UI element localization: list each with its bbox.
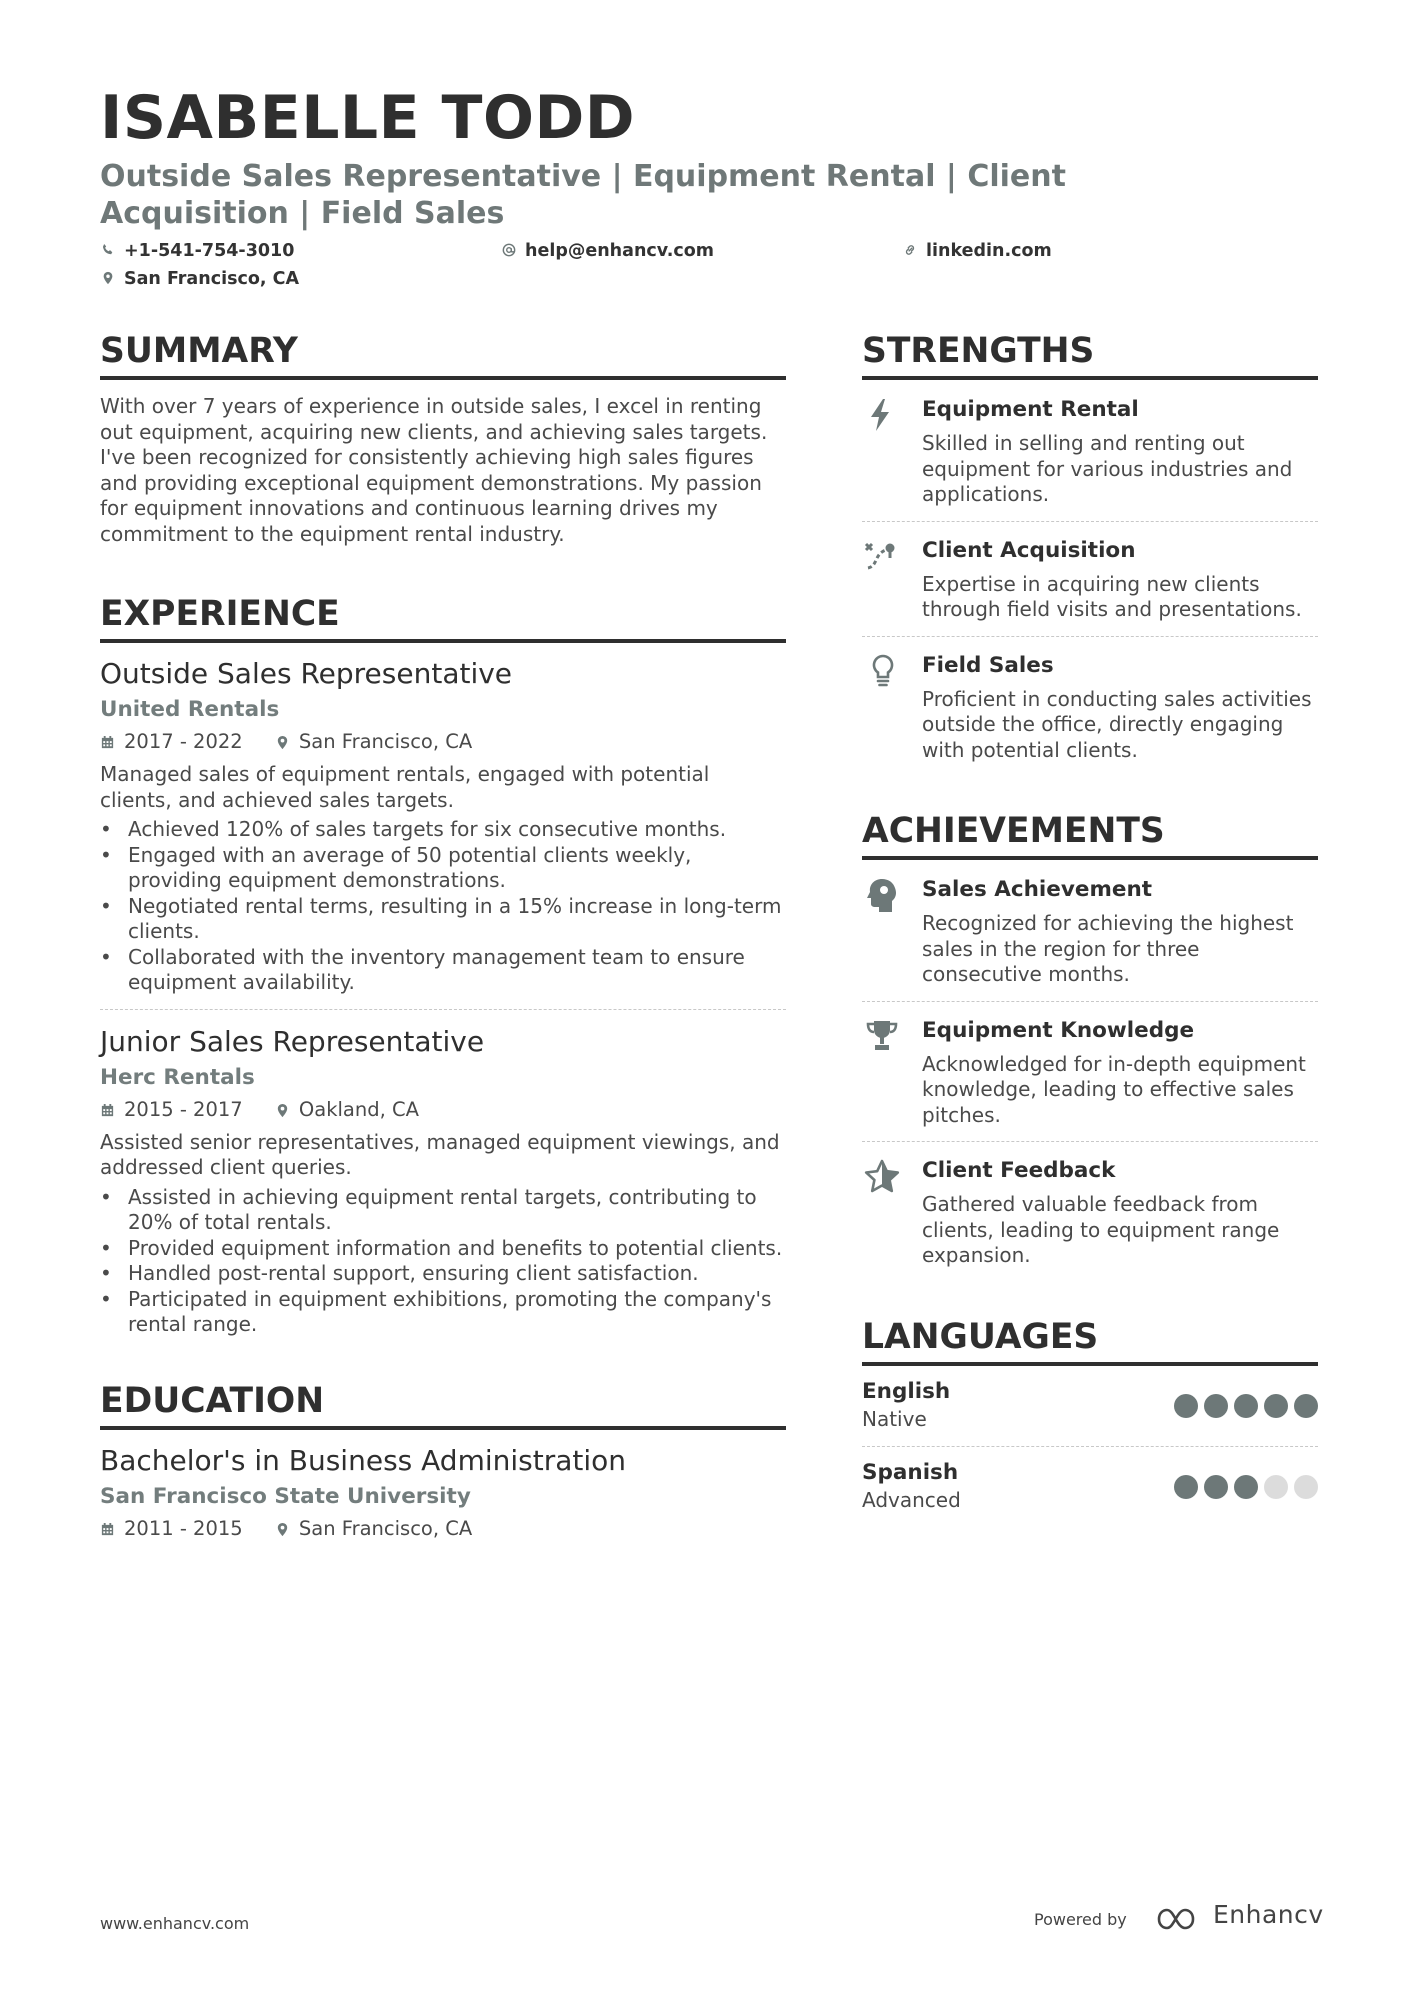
- strengths-section: [862, 330, 1318, 763]
- education-location: San Francisco, CA: [298, 1516, 473, 1540]
- bullet-item: • Handled post-rental support, ensuring client satisfaction.: [100, 1261, 786, 1287]
- strength-title: Client Acquisition: [922, 537, 1136, 563]
- divider: [862, 1446, 1318, 1447]
- job-location: Oakland, CA: [298, 1097, 419, 1121]
- achievements-section: [862, 810, 1318, 1269]
- lightbulb-icon: [862, 653, 902, 689]
- strength-title: Field Sales: [922, 652, 1054, 678]
- achievement-item: [862, 1016, 1318, 1129]
- strength-description: Skilled in selling and renting out equipment for various industries and applications.: [922, 431, 1293, 506]
- degree: Bachelor's in Business Administration: [100, 1443, 627, 1477]
- languages-title: LANGUAGES: [862, 1316, 1318, 1366]
- job-dates: 2015 - 2017: [124, 1097, 243, 1121]
- calendar-icon: [100, 1103, 115, 1118]
- bullet-item: • Collaborated with the inventory management team to ensure equipment availability.: [100, 945, 786, 996]
- lightning-icon: [862, 397, 902, 433]
- job-location: San Francisco, CA: [298, 730, 473, 753]
- education-section: [100, 1380, 786, 1544]
- experience-item: [100, 656, 786, 996]
- phone-icon: [101, 243, 115, 257]
- achievements-title: ACHIEVEMENTS: [862, 810, 1318, 860]
- linkedin-text: linkedin.com: [926, 241, 1052, 261]
- job-meta: [100, 1095, 786, 1125]
- experience-title: EXPERIENCE: [100, 593, 786, 643]
- languages-section: [862, 1316, 1318, 1519]
- location-pin-icon: [275, 735, 290, 750]
- left-column: [100, 330, 786, 1544]
- job-dates: 2017 - 2022: [124, 730, 243, 753]
- calendar-icon: [100, 735, 115, 750]
- achievement-description: Gathered valuable feedback from clients, leading to equipment range expansion.: [922, 1192, 1280, 1267]
- strength-item: [862, 395, 1318, 508]
- footer-url[interactable]: www.enhancv.com: [100, 1914, 250, 1933]
- bullet-item: • Achieved 120% of sales targets for six consecutive months.: [100, 817, 786, 843]
- brand-name: Enhancv: [1213, 1900, 1324, 1929]
- language-name: English: [862, 1378, 951, 1404]
- bullet-item: • Engaged with an average of 50 potential clients weekly, providing equipment demonstrations.: [100, 843, 786, 894]
- bullet-item: • Provided equipment information and benefits to potential clients.: [100, 1236, 786, 1262]
- contact-location: [101, 267, 299, 291]
- location-pin-icon: [275, 1103, 290, 1118]
- divider: [862, 636, 1318, 637]
- achievement-description: Acknowledged for in-depth equipment knowledge, leading to effective sales pitches.: [922, 1051, 1306, 1127]
- divider: [862, 1001, 1318, 1002]
- contact-linkedin[interactable]: [903, 239, 1052, 263]
- rating-dot-filled: [1204, 1475, 1228, 1499]
- divider: [862, 521, 1318, 522]
- language-level: Advanced: [862, 1487, 961, 1512]
- location-pin-icon: [275, 1522, 290, 1537]
- star-icon: [862, 1158, 902, 1194]
- summary-title: SUMMARY: [100, 330, 786, 380]
- rating-dot-filled: [1204, 1394, 1228, 1418]
- location-text: San Francisco, CA: [124, 269, 300, 289]
- job-title: Outside Sales Representative: [100, 657, 513, 690]
- divider: [100, 1009, 786, 1010]
- job-title: Junior Sales Representative: [100, 1024, 485, 1058]
- trophy-icon: [862, 1018, 902, 1054]
- rating-dot-filled: [1234, 1475, 1258, 1499]
- achievement-description: Recognized for achieving the highest sales in the region for three consecutive months.: [922, 911, 1294, 986]
- achievement-title: Client Feedback: [922, 1158, 1116, 1183]
- job-description: Assisted senior representatives, managed equipment viewings, and addressed client queries.: [100, 1129, 780, 1179]
- strength-item: [862, 536, 1318, 623]
- experience-item: [100, 1024, 786, 1338]
- route-icon: [862, 538, 902, 574]
- strength-title: Equipment Rental: [922, 397, 1139, 422]
- rating-dot-empty: [1264, 1475, 1288, 1499]
- job-description: Managed sales of equipment rentals, engaged with potential clients, and achieved sales targets.: [100, 762, 710, 812]
- strengths-title: STRENGTHS: [862, 330, 1318, 380]
- education-item: [100, 1443, 786, 1544]
- achievement-title: Sales Achievement: [922, 877, 1153, 902]
- summary-section: [100, 330, 786, 547]
- divider: [862, 1141, 1318, 1142]
- email-text: help@enhancv.com: [525, 241, 715, 261]
- rating-dot-filled: [1234, 1394, 1258, 1418]
- headline: Outside Sales Representative | Equipment Rental | Client Acquisition | Field Sales: [100, 159, 1066, 231]
- location-pin-icon: [101, 271, 115, 285]
- language-rating: [1168, 1394, 1318, 1422]
- rating-dot-filled: [1264, 1394, 1288, 1418]
- education-dates: 2011 - 2015: [124, 1516, 243, 1540]
- company-name: United Rentals: [100, 697, 280, 722]
- language-name: Spanish: [862, 1459, 959, 1485]
- bullet-item: • Participated in equipment exhibitions, promoting the company's rental range.: [100, 1287, 786, 1338]
- rating-dot-empty: [1294, 1475, 1318, 1499]
- contact-phone[interactable]: [101, 239, 294, 263]
- education-meta: [100, 1514, 786, 1544]
- achievement-item: [862, 1156, 1318, 1269]
- job-bullets: [100, 817, 786, 996]
- achievement-title: Equipment Knowledge: [922, 1017, 1195, 1043]
- rating-dot-filled: [1174, 1475, 1198, 1499]
- language-level: Native: [862, 1406, 927, 1431]
- strength-description: Proficient in conducting sales activities outside the office, directly engaging with potential clients.: [922, 686, 1312, 762]
- experience-section: [100, 593, 786, 1338]
- calendar-icon: [100, 1522, 115, 1537]
- enhancv-logo-icon: [1153, 1902, 1209, 1936]
- language-rating: [1168, 1475, 1318, 1503]
- link-icon: [903, 243, 917, 257]
- summary-text: With over 7 years of experience in outside sales, I excel in renting out equipment, acquiring new clients, and achieving sales targets. I've been recognized for consistently achieving high sales figures and providing exceptional equipment demonstrations. My passion for equipment innovations and continuous learning drives my commitment to the equipment rental industry.: [100, 394, 768, 546]
- job-bullets: [100, 1185, 786, 1338]
- education-title: EDUCATION: [100, 1380, 786, 1430]
- right-column: [862, 330, 1318, 1519]
- phone-text: +1-541-754-3010: [124, 241, 295, 261]
- candidate-name: ISABELLE TODD: [100, 83, 636, 153]
- language-item: [862, 1378, 1318, 1438]
- achievement-item: [862, 875, 1318, 988]
- company-name: Herc Rentals: [100, 1064, 255, 1090]
- bullet-item: • Assisted in achieving equipment rental targets, contributing to 20% of total rentals.: [100, 1185, 786, 1236]
- rating-dot-filled: [1174, 1394, 1198, 1418]
- head-profile-icon: [862, 877, 902, 913]
- at-icon: [502, 243, 516, 257]
- school-name: San Francisco State University: [100, 1483, 471, 1509]
- job-meta: [100, 727, 786, 757]
- strength-item: [862, 651, 1318, 764]
- bullet-item: • Negotiated rental terms, resulting in a 15% increase in long-term clients.: [100, 894, 786, 945]
- strength-description: Expertise in acquiring new clients through field visits and presentations.: [922, 571, 1302, 621]
- powered-by-label: Powered by: [1034, 1910, 1127, 1929]
- contact-email[interactable]: [502, 239, 714, 263]
- language-item: [862, 1459, 1318, 1519]
- rating-dot-filled: [1294, 1394, 1318, 1418]
